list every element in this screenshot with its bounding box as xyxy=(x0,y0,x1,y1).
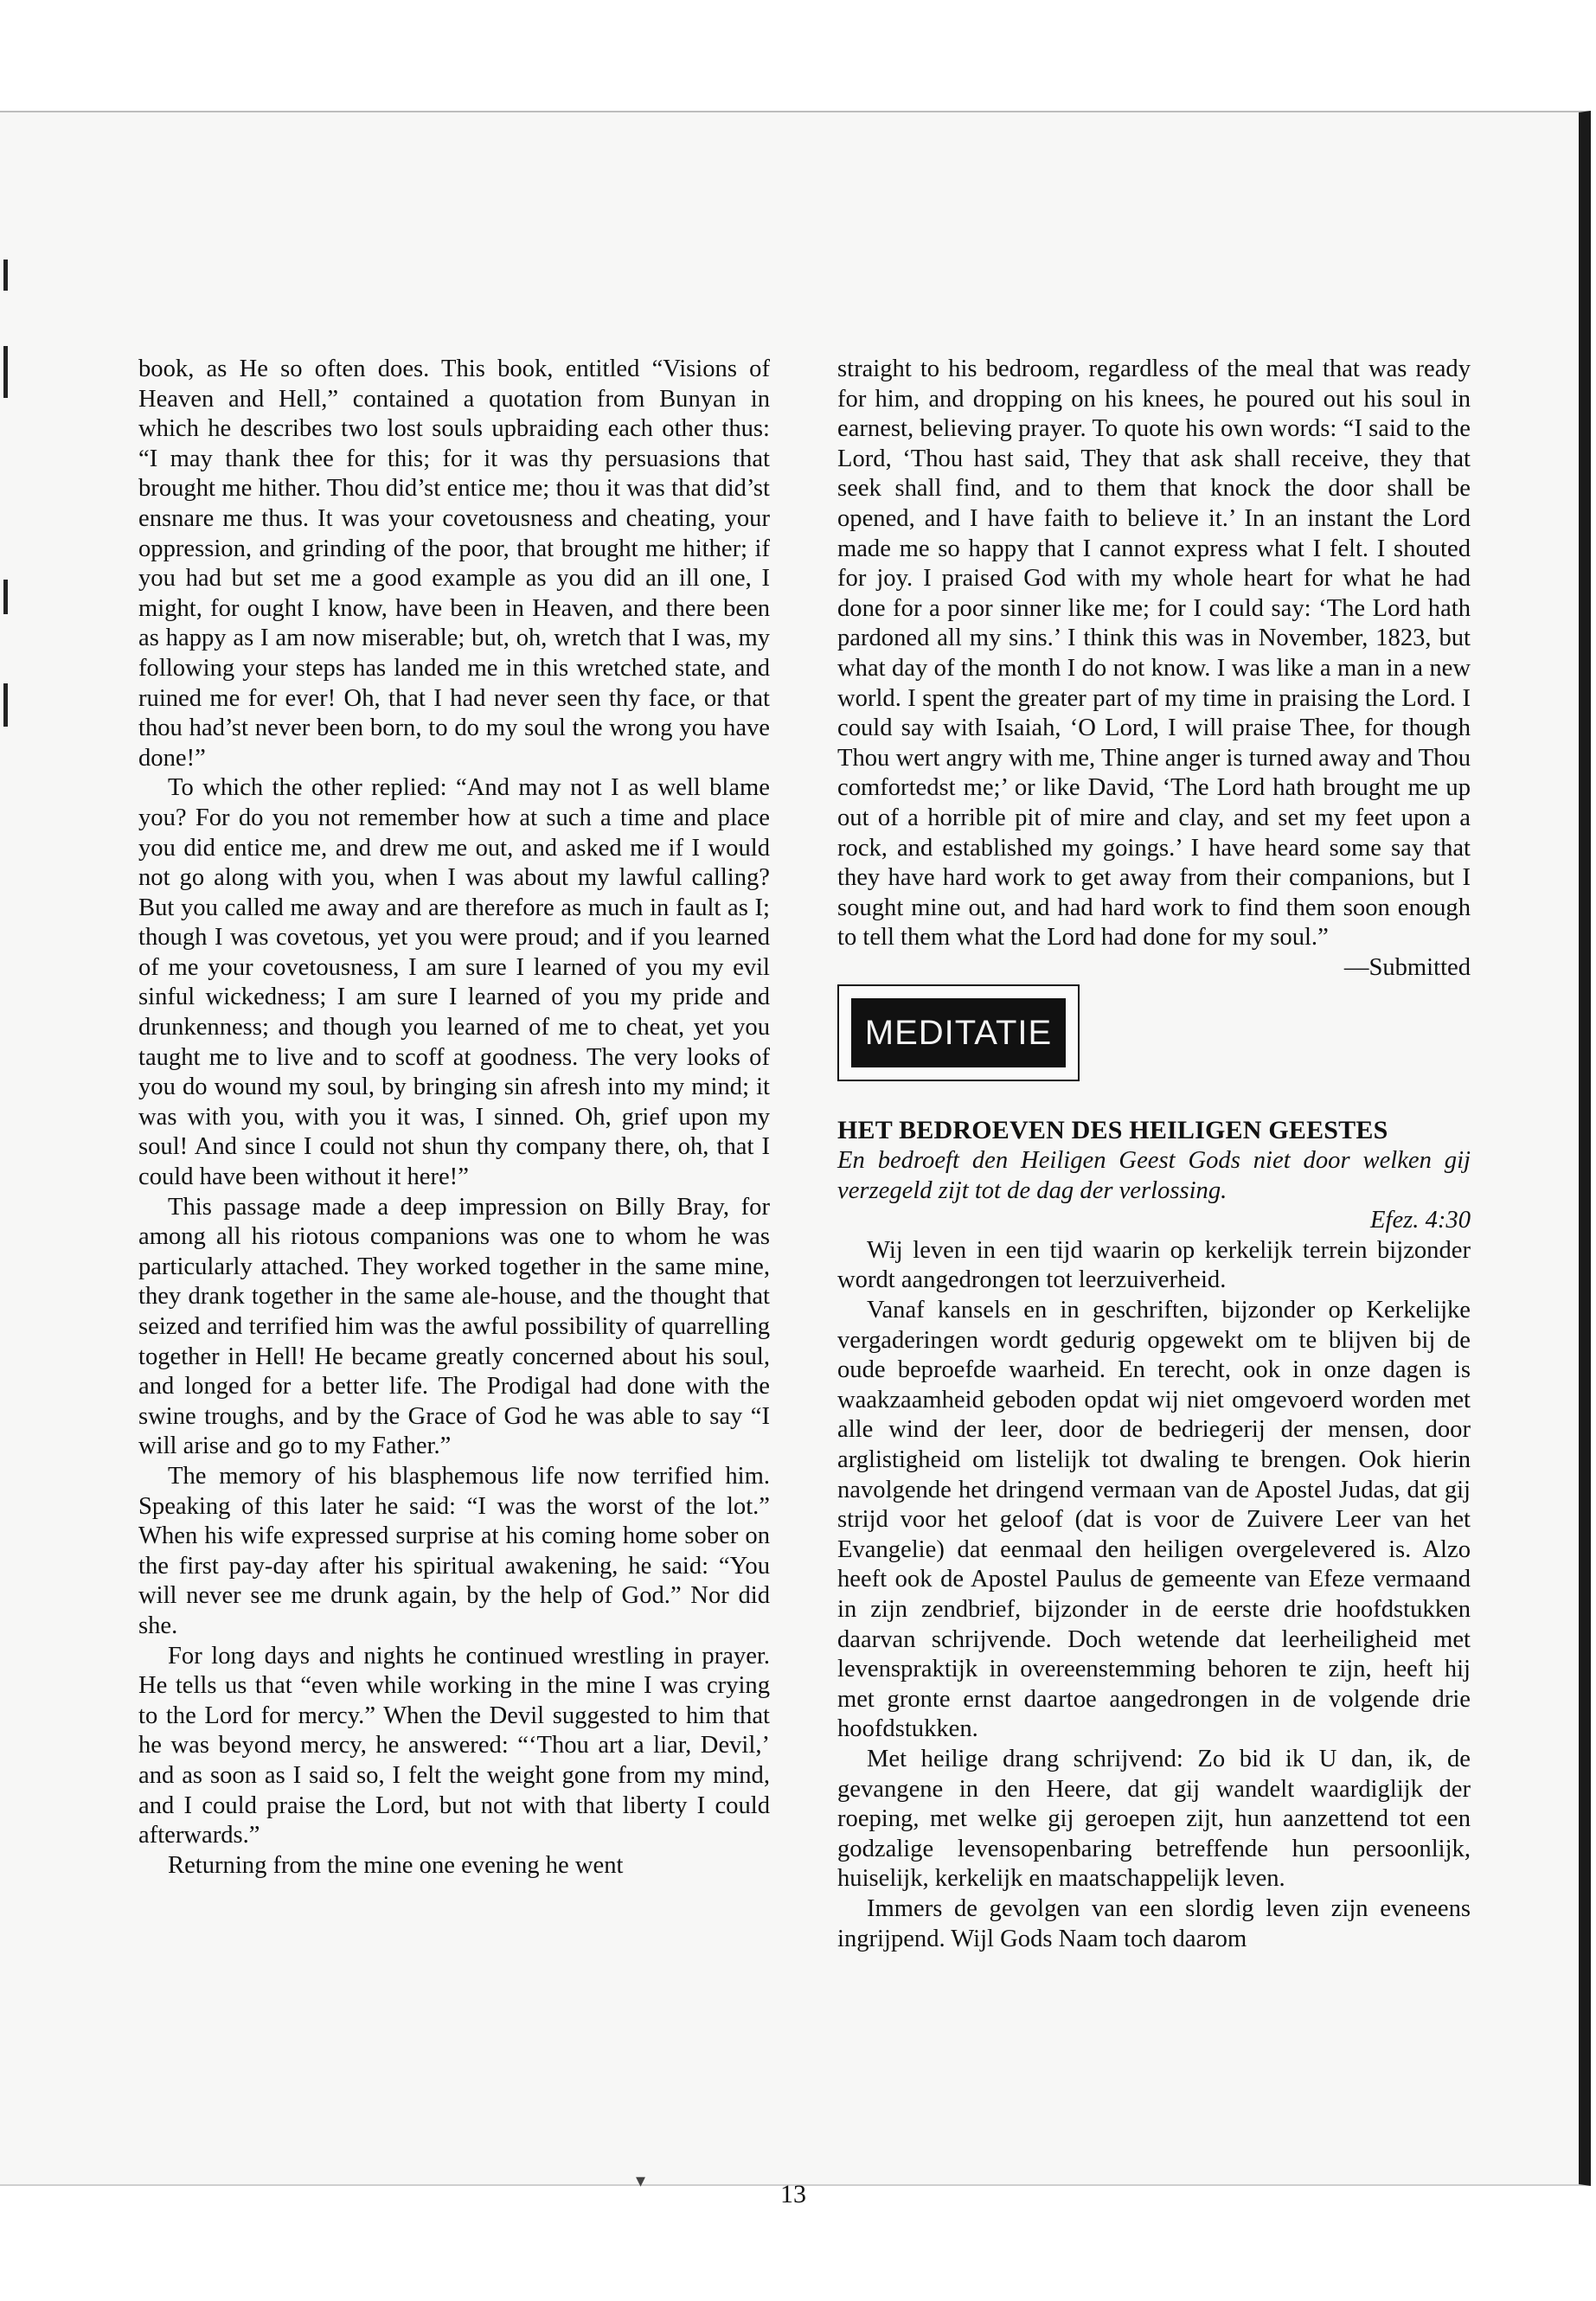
paragraph: Returning from the mine one evening he went xyxy=(168,1851,624,1879)
scripture-reference: Efez. 4:30 xyxy=(1370,1207,1471,1234)
page-number: 13 xyxy=(780,2180,806,2208)
paragraph: The memory of his blasphemous life now terrified him. Speaking of this later he said: “I was the worst of the lot.” When his wife expressed surprise at his coming home sober on the first pay-day after his spiritual awakening, he said: “You will never see me drunk again, by the help of God.” Nor did she. xyxy=(138,1462,770,1639)
scan-edge-mark xyxy=(3,260,8,291)
section-label: MEDITATIE xyxy=(851,998,1066,1067)
scan-background xyxy=(0,0,1596,111)
paragraph: Immers de gevolgen van een slordig leven zijn eveneens ingrijpend. Wijl Gods Naam toch daarom xyxy=(837,1894,1471,1952)
book-page xyxy=(0,111,1591,2208)
section-label-box xyxy=(837,984,1080,1081)
scan-edge-mark xyxy=(3,683,8,727)
decorative-mark: ▾ xyxy=(636,2170,646,2191)
paragraph: straight to his bedroom, regardless of the meal that was ready for him, and dropping on his knees, he poured out his soul in earnest, believing prayer. To quote his own words: “I said to the Lord, ‘Thou hast said, They that ask shall receive, they that seek shall find, and to them that knock the door shall be opened, and I have faith to believe it.’ In an instant the Lord made me so happy that I cannot express what I felt. I shouted for joy. I praised God with my whole heart for what he had done for a poor sinner like me; for I could say: ‘The Lord hath pardoned all my sins.’ I think this was in November, 1823, but what day of the month I do not know. I was like a man in a new world. I spent the greater part of my time in praising the Lord. I could say with Isaiah, ‘O Lord, I will praise Thee, for though Thou wert angry with me, Thine anger is turned away and Thou comfortedst me;’ or like David, ‘The Lord hath brought me up out of a horrible pit of mire and clay, and set my feet upon a rock, and established my goings.’ I have heard some say that they have hard work to get away from their companions, but I sought mine out, and had hard work to find them soon enough to tell them what the Lord had done for my soul.” xyxy=(837,356,1471,952)
paragraph: Vanaf kansels en in geschriften, bijzonder op Kerkelijke vergaderingen wordt gedurig opgewekt om te blijven bij de oude beproefde waarheid. En terecht, ook in onze dagen is waakzaamheid geboden opdat wij niet omgevoerd worden met alle wind der leer, door de bedriegerij der mensen, door arglistigheid om listelijk tot dwaling te brengen. Ook hierin navolgende het dringend vermaan van de Apostel Judas, dat gij strijd voor het geloof (dat is voor de Zuivere Leer van het Evangelie) dat eenmaal den heiligen overgelevered is. Alzo heeft ook de Apostel Paulus de gemeente van Efeze vermaand in zijn zendbrief, bijzonder in de eerste drie hoofdstukken daarvan schrijvende. Doch wetende dat leerheiligheid met levenspraktijk in overeenstemming behoren te zijn, heeft hij met gronte ernst daartoe aangedrongen in de volgende drie hoofdstukken. xyxy=(837,1297,1471,1743)
paragraph: This passage made a deep impression on Billy Bray, for among all his riotous companions was one to whom he was particularly attached. They worked together in the same mine, they drank together in the same ale-house, and the thought that seized and terrified him was the awful possibility of quarrelling together in Hell! He became greatly concerned about his soul, and longed for a better life. The Prodigal had done with the swine troughs, and by the Grace of God he was able to say “I will arise and go to my Father.” xyxy=(138,1193,770,1460)
scan-edge-mark xyxy=(3,346,8,398)
paragraph: To which the other replied: “And may not I as well blame you? For do you not remember how at such a time and place you did entice me, and drew me out, and asked me if I would not go along with you, when I was about my lawful calling? But you called me away and are therefore as much in fault as I; though I was covetous, yet you were proud; and if you learned of me your covetousness, I am sure I learned of you my evil sinful wickedness; I am sure I learned of you my pride and drunkenness; and though you learned of me to cheat, yet you taught me to live and to scoff at goodness. The very looks of you do wound my soul, by bringing sin afresh into my mind; it was with you, with you it was, I sinned. Oh, grief upon my soul! And since I could not shun thy company there, oh, that I could have been without it here!” xyxy=(138,774,770,1191)
scripture-verse: En bedroeft den Heiligen Geest Gods niet door welken gij verzegeld zijt tot de dag der verlossing. xyxy=(837,1147,1471,1204)
paragraph: book, as He so often does. This book, entitled “Visions of Heaven and Hell,” contained a quotation from Bunyan in which he describes two lost souls upbraiding each other thus: “I may thank thee for this; for it was thy persuasions that brought me hither. Thou did’st entice me; thou it was that did’st ensnare me thus. It was your covetousness and cheating, your oppression, and grinding of the poor, that brought me hither; if you had but set me a good example as you did an ill one, I might, for ought I know, have been in Heaven, and there been as happy as I am now miserable; but, oh, wretch that I was, my following your steps has landed me in this wretched state, and ruined me for ever! Oh, that I had never seen thy face, or that thou had’st never been born, to do my soul the wrong you have done!” xyxy=(138,356,770,772)
article-heading: HET BEDROEVEN DES HEILIGEN GEESTES xyxy=(837,1116,1388,1145)
paragraph: Met heilige drang schrijvend: Zo bid ik U dan, ik, de gevangene in den Heere, dat gij wandelt waardiglijk der roeping, met welke gij geroepen zijt, hun aanzettend tot een godzalige levensopenbaring betreffende hun persoonlijk, huiselijk, kerkelijk en maatschappelijk leven. xyxy=(837,1745,1471,1893)
paragraph: Wij leven in een tijd waarin op kerkelijk terrein bijzonder wordt aangedrongen tot leerzuiverheid. xyxy=(837,1236,1471,1294)
scan-edge-mark xyxy=(3,580,8,614)
left-column xyxy=(138,355,770,1881)
submitted-credit: —Submitted xyxy=(1343,953,1471,981)
right-column xyxy=(837,355,1471,1954)
paragraph: For long days and nights he continued wrestling in prayer. He tells us that “even while working in the mine I was crying to the Lord for mercy.” When the Devil suggested to him that he was beyond mercy, he answered: “‘Thou art a liar, Devil,’ and as soon as I said so, I felt the weight gone from my mind, and I could praise the Lord, but not with that liberty I could afterwards.” xyxy=(138,1642,770,1849)
